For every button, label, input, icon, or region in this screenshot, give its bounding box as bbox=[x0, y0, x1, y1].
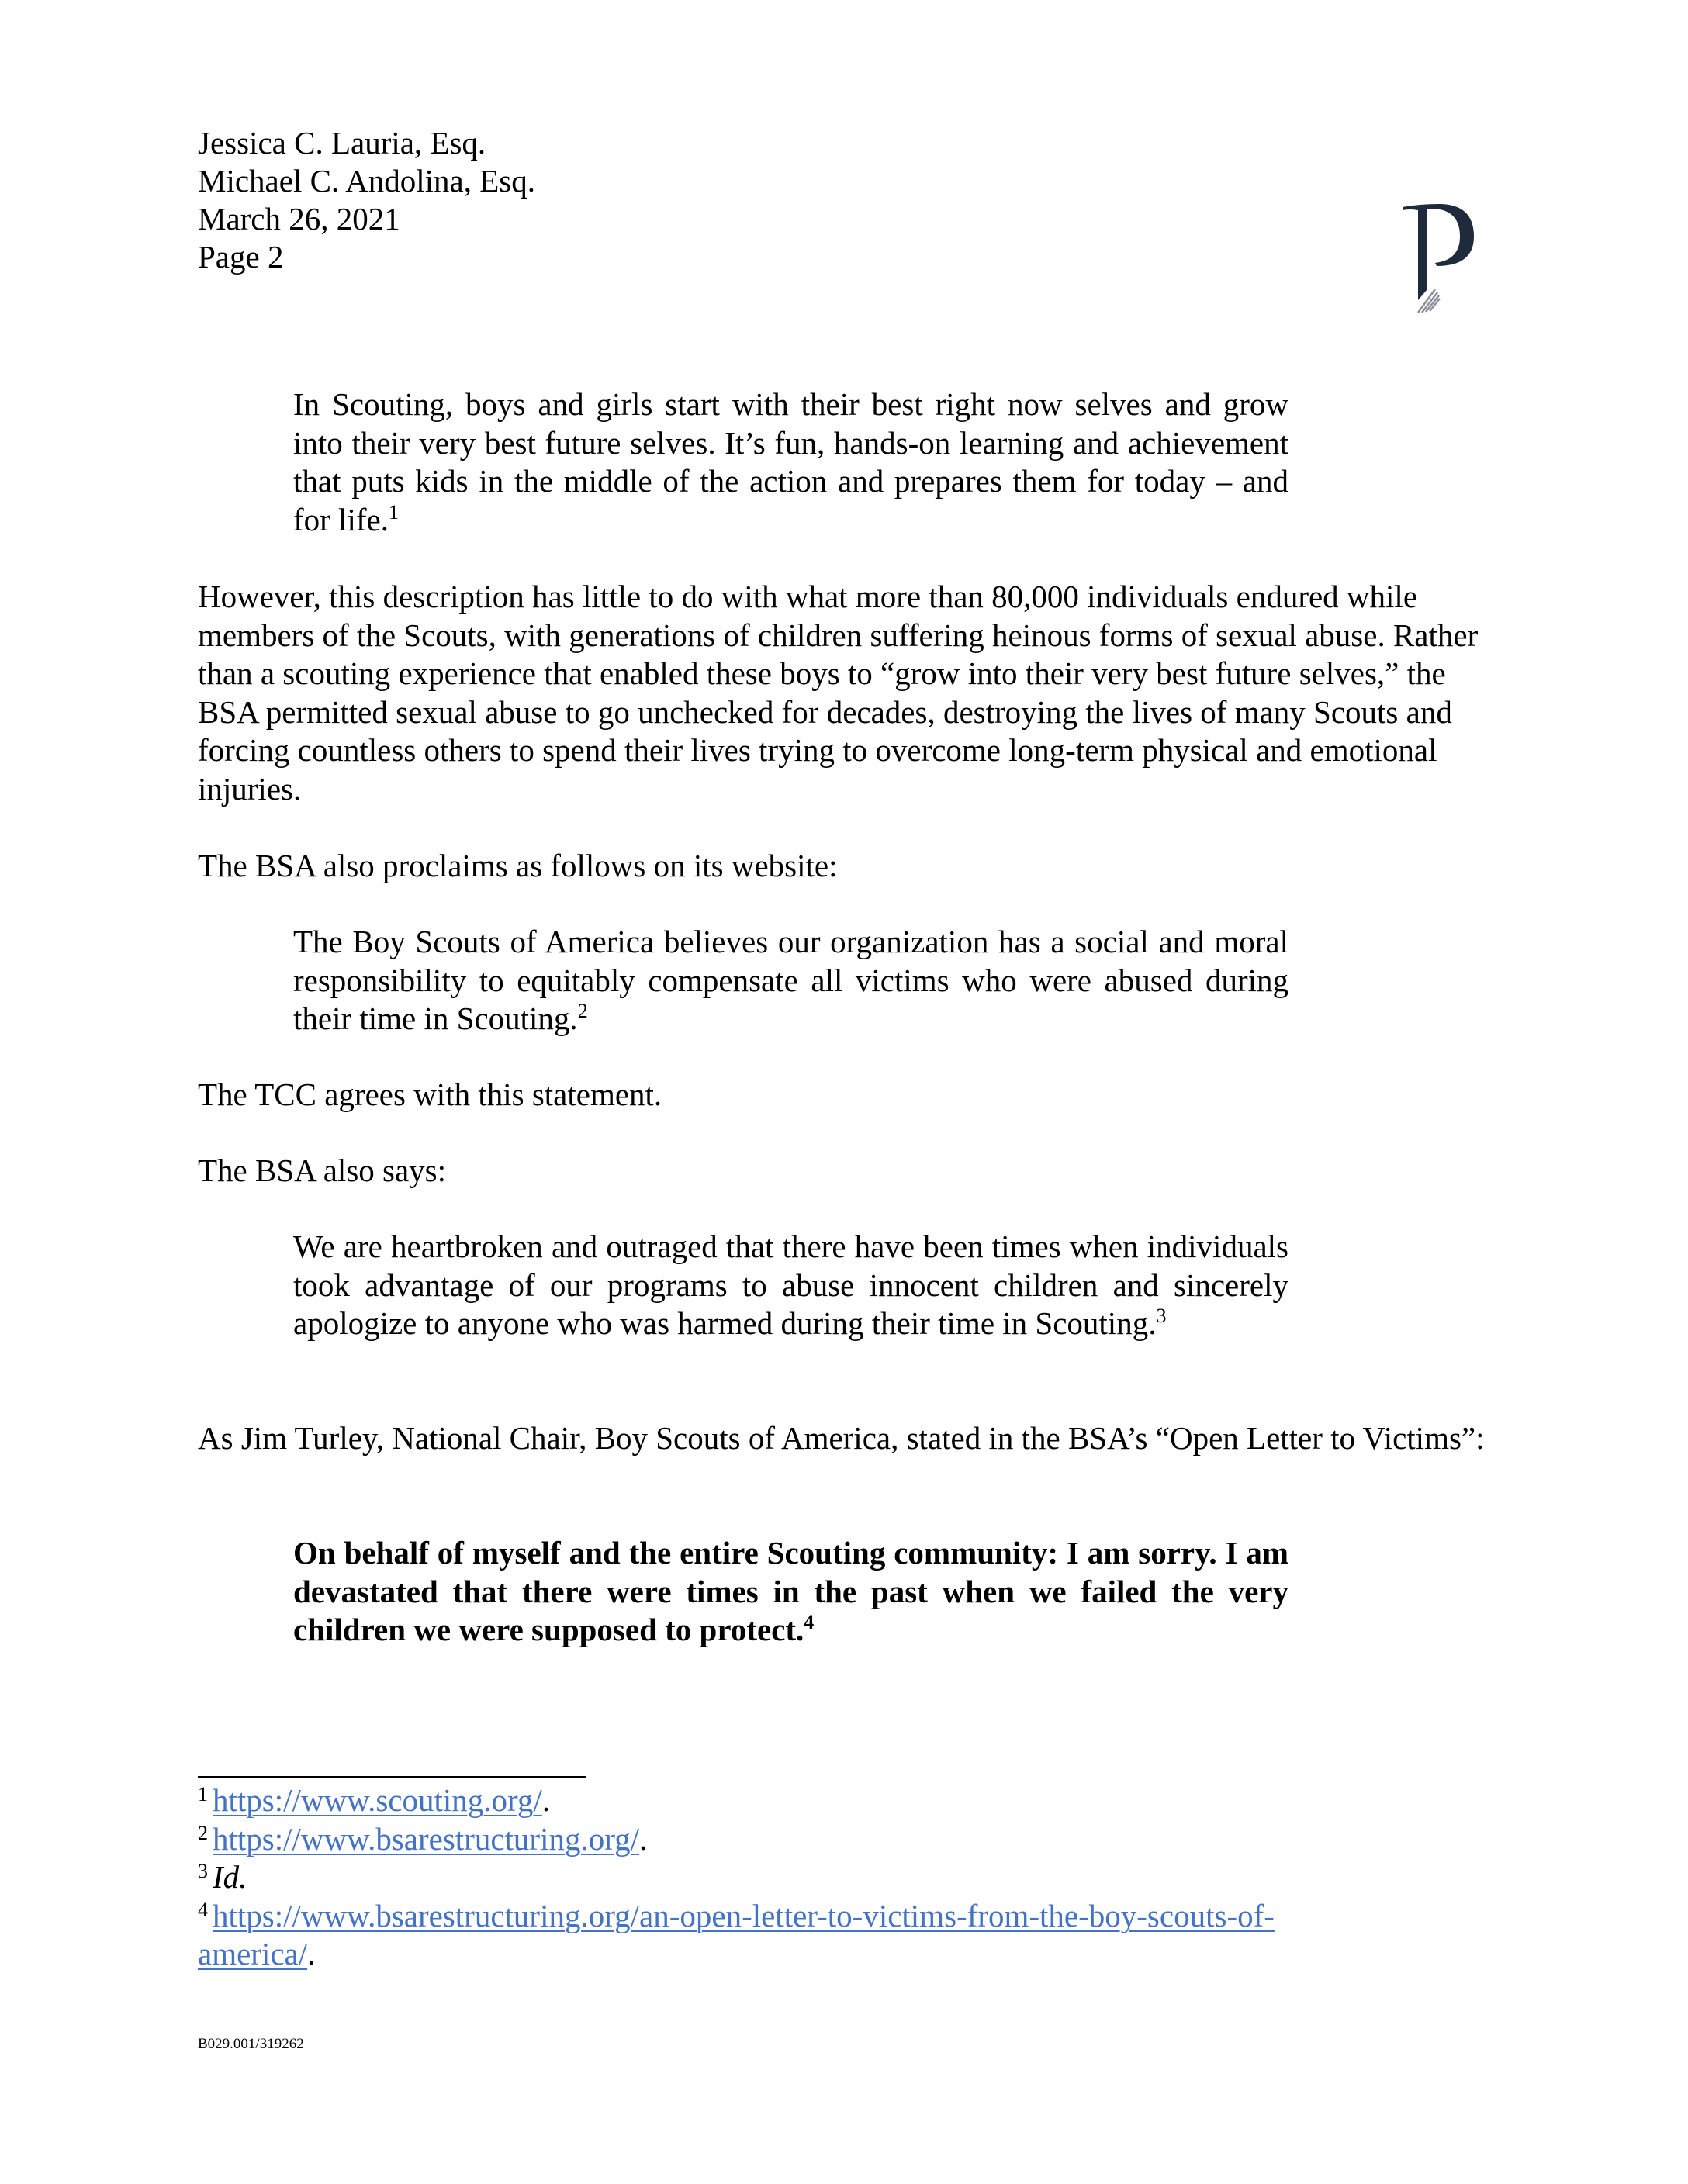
footnote-2: $^2$ https://www.bsarestructuring.org/. bbox=[198, 1820, 648, 1857]
document-id: B029.001/319262 bbox=[198, 2036, 304, 2052]
block-quote-2: The Boy Scouts of America believes our organization has a social and moral responsibility to equitably compensate all victims who were abused during their time in Scouting.$^2$ bbox=[293, 924, 1288, 1036]
footnote-1-link[interactable]: https://www.scouting.org/ bbox=[213, 1782, 542, 1818]
footnote-4-continued: america/. bbox=[198, 1936, 316, 1971]
letter-header bbox=[198, 124, 535, 276]
paragraph-5: As Jim Turley, National Chair, Boy Scouts of America, stated in the BSA’s “Open Letter to Victims”: bbox=[198, 1420, 1485, 1456]
footnote-ref-4[interactable]: 4 bbox=[804, 1611, 815, 1633]
footnote-4-link[interactable]: https://www.bsarestructuring.org/an-open-letter-to-victims-from-the-boy-scouts-of- bbox=[213, 1897, 1275, 1933]
recipient-1: Jessica C. Lauria, Esq. bbox=[198, 125, 486, 161]
footnote-ref-3[interactable]: 3 bbox=[1156, 1305, 1167, 1327]
footnote-4: $^4$ https://www.bsarestructuring.org/an-open-letter-to-victims-from-the-boy-scouts-of- bbox=[198, 1897, 1275, 1933]
footnote-3: $^3$ Id. bbox=[198, 1859, 247, 1895]
footnote-1: $^1$ https://www.scouting.org/. bbox=[198, 1782, 551, 1818]
paragraph-3: The TCC agrees with this statement. bbox=[198, 1076, 662, 1112]
footnote-2-link[interactable]: https://www.bsarestructuring.org/ bbox=[213, 1820, 640, 1857]
footnote-4-link-continued[interactable]: america/ bbox=[198, 1936, 308, 1971]
paragraph-2: The BSA also proclaims as follows on its website: bbox=[198, 848, 838, 883]
footnote-ref-1[interactable]: 1 bbox=[388, 500, 399, 524]
p-monogram-logo-icon bbox=[1396, 198, 1482, 314]
footnote-ref-2[interactable]: 2 bbox=[577, 1000, 588, 1022]
block-quote-4: On behalf of myself and the entire Scouting community: I am sorry. I am devastated that there were times in the past when we failed the very children we were supposed to protect.$^4$ bbox=[293, 1535, 1288, 1647]
letter-date: March 26, 2021 bbox=[198, 201, 400, 237]
block-quote-3: We are heartbroken and outraged that there have been times when individuals took advantage of our programs to abuse innocent children and sincerely apologize to anyone who was harmed during their time in Scouting.$^3$ bbox=[293, 1228, 1288, 1341]
block-quote-1: In Scouting, boys and girls start with their best right now selves and grow into their very best future selves. It’s fun, hands-on learning and achievement that puts kids in the middle of the action and prepares them for today – and for life.$^1$ bbox=[293, 386, 1288, 537]
paragraph-4: The BSA also says: bbox=[198, 1152, 447, 1188]
page-number: Page 2 bbox=[198, 239, 284, 275]
recipient-2: Michael C. Andolina, Esq. bbox=[198, 163, 536, 199]
footnotes bbox=[198, 1776, 1517, 1974]
paragraph-1: However, this description has little to do with what more than 80,000 individuals endured while members of the Scouts, with generations of children suffering heinous forms of sexual abuse. Rather than a scouting experience that enabled these boys to “grow into their very best future selves,” the BSA permitted sexual abuse to go unchecked for decades, destroying the lives of many Scouts and forcing countless others to spend their lives trying to overcome long-term physical and emotional injuries. bbox=[198, 579, 1479, 807]
